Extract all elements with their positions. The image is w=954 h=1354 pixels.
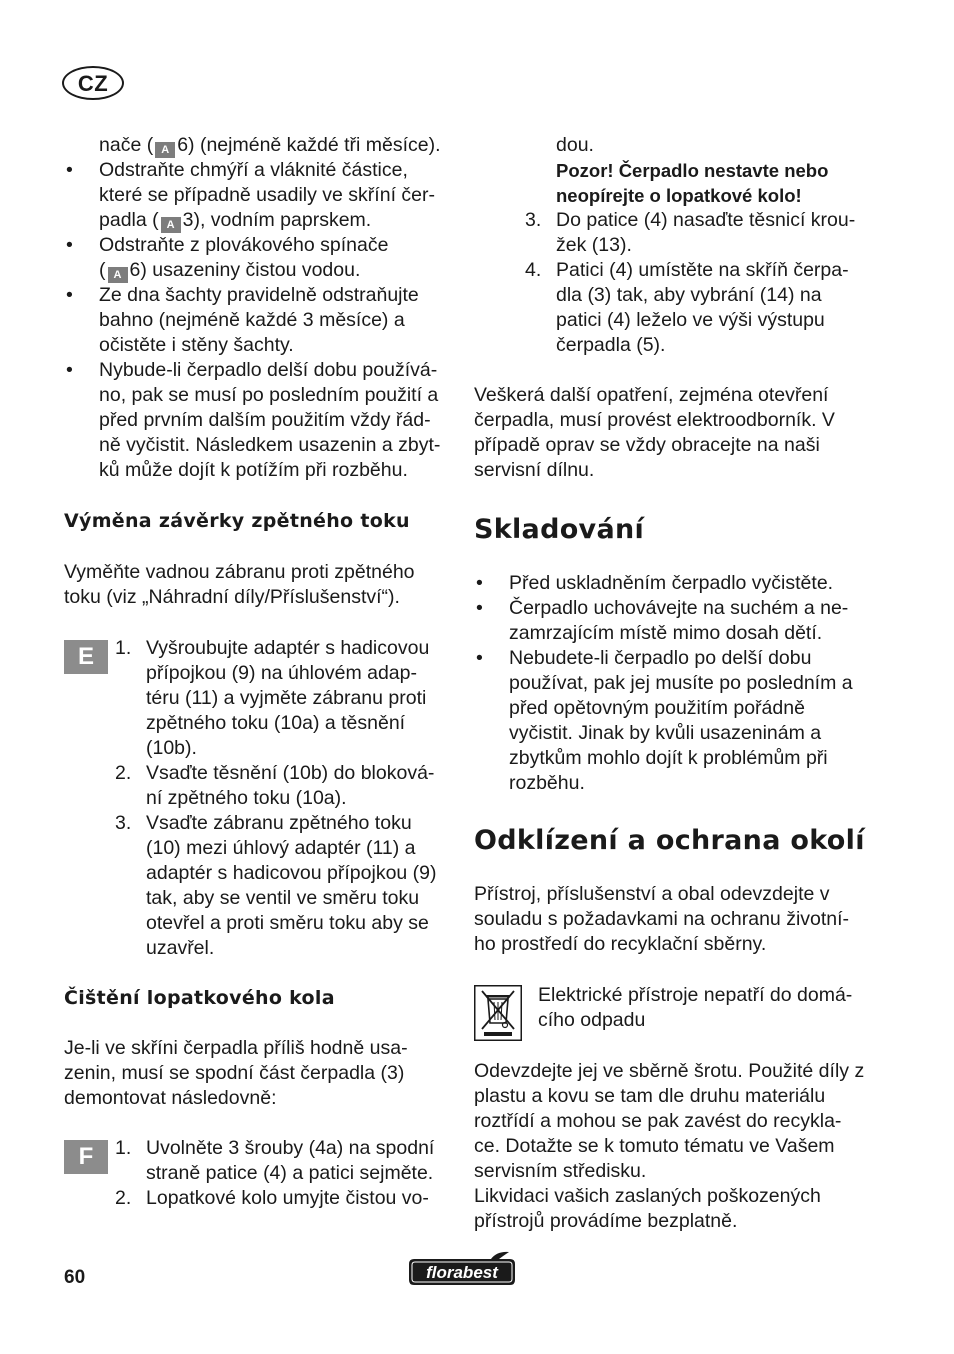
step-number: 2. — [115, 762, 132, 784]
section-title: Čištění lopatkového kola — [64, 987, 335, 1009]
step-item — [115, 1186, 448, 1211]
list-item — [64, 233, 448, 283]
figure-ref-a: A — [155, 142, 175, 158]
list-item — [64, 158, 448, 233]
continued-text: dou. — [556, 134, 594, 156]
section-title: Odklízení a ochrana okolí — [474, 825, 865, 856]
weee-notice — [474, 983, 866, 1033]
step-text: Vsaďte těsnění (10b) do bloková-ní zpětného toku (10a). — [146, 762, 435, 809]
text-fragment: ( — [99, 259, 106, 281]
steps-block-f — [64, 1136, 448, 1211]
text-fragment: Odstraňte chmýří a vláknité částice, které se případně usadily ve skříní čer- — [99, 159, 435, 206]
figure-ref-a: A — [161, 217, 181, 233]
note-text: Veškerá další opatření, zejména otevření čerpadla, musí provést elektroodborník. V případě oprav se vždy obracejte na naši servisní dílnu. — [474, 384, 835, 481]
section-text: Je-li ve skříni čerpadla příliš hodně usa-zenin, musí se spodní část čerpadla (3) demontovat následovně: — [64, 1037, 408, 1109]
maintenance-list — [64, 158, 448, 483]
step-item — [115, 761, 448, 811]
step-number: 3. — [115, 812, 132, 834]
text-fragment: 6) usazeniny čistou vodou. — [129, 259, 361, 281]
warning-text: Pozor! Čerpadlo nestavte nebo neopírejte o lopatkové kolo! — [556, 160, 829, 206]
section-text: Likvidaci vašich zaslaných poškozených přístrojů provádíme bezplatně. — [474, 1185, 821, 1232]
step-text: Vsaďte zábranu zpětného toku (10) mezi úhlový adaptér (11) a adaptér s hadicovou přípojkou (9) tak, aby se ventil ve směru toku otevřel a proti směru toku aby se uzavřel. — [146, 812, 437, 959]
step-text: Do patice (4) nasaďte těsnicí krou-žek (13). — [556, 209, 856, 256]
step-item — [115, 636, 448, 761]
steps-list — [64, 1136, 448, 1211]
step-number: 2. — [115, 1187, 132, 1209]
section-text: Přístroj, příslušenství a obal odevzdejte v souladu s požadavkami na ochranu životní-ho prostředí do recyklační sběrny. — [474, 883, 850, 955]
step-item — [115, 811, 448, 961]
list-item: • Ze dna šachty pravidelně odstraňujte bahno (nejméně každé 3 měsíce) a očistěte i stěny šachty. — [64, 283, 448, 358]
text-fragment: 6) (nejméně každé tři měsíce). — [177, 134, 441, 156]
figure-tag-e: E — [64, 640, 108, 674]
step-text: Lopatkové kolo umyjte čistou vo- — [146, 1187, 429, 1209]
text-fragment: Odstraňte z plovákového spínače — [99, 234, 389, 256]
list-item: • Nebudete-li čerpadlo po delší dobu používat, pak jej musíte po posledním a před opětovným použitím pořádně vyčistit. Jinak by kvůli usazeninám a zbytkům mohlo dojít k problémům při rozběhu. — [474, 646, 866, 796]
text-fragment: padla ( — [99, 209, 159, 231]
step-item — [115, 1136, 448, 1186]
right-column — [474, 133, 866, 1234]
list-item: • Čerpadlo uchovávejte na suchém a ne-zamrzajícím místě mimo dosah dětí. — [474, 596, 866, 646]
step-item — [525, 258, 866, 358]
list-item: • Před uskladněním čerpadlo vyčistěte. — [474, 571, 866, 596]
list-item: • Nybude-li čerpadlo delší dobu používá-no, pak se musí po posledním použití a před prvním dalším použitím vždy řád-ně vyčistit. Následkem usazenin a zbyt-ků může dojít k potížím při rozběhu. — [64, 358, 448, 483]
figure-ref-a: A — [108, 267, 128, 283]
section-title: Výměna závěrky zpětného toku — [64, 510, 410, 532]
step-number: 1. — [115, 1137, 132, 1159]
continued-text — [64, 133, 448, 158]
language-badge: CZ — [62, 66, 124, 100]
step-text: Vyšroubujte adaptér s hadicovou přípojkou (9) na úhlovém adap-téru (11) a vyjměte zábranu proti zpětného toku (10a) a těsnění (10b). — [146, 637, 430, 759]
weee-text: Elektrické přístroje nepatří do domá-cího odpadu — [538, 984, 853, 1031]
storage-list — [474, 571, 866, 796]
step-number: 1. — [115, 637, 132, 659]
steps-block-e — [64, 636, 448, 961]
steps-list — [474, 208, 866, 358]
step-text: Patici (4) umístěte na skříň čerpa-dla (3) tak, aby vybrání (14) na patici (4) leželo ve výši výstupu čerpadla (5). — [556, 259, 849, 356]
step-item — [525, 208, 866, 258]
section-text: Odevzdejte jej ve sběrně šrotu. Použité díly z plastu a kovu se tam dle druhu materiálu roztřídí a mohou se pak zavést do recykla-ce. Dotažte se k tomuto tématu ve Vašem servisním středisku. — [474, 1060, 865, 1182]
left-column — [64, 133, 448, 1211]
steps-list — [64, 636, 448, 961]
brand-logo — [405, 1250, 519, 1290]
step-text: Uvolněte 3 šrouby (4a) na spodní straně patice (4) a patici sejměte. — [146, 1137, 435, 1184]
section-title: Skladování — [474, 514, 645, 545]
text-fragment: nače ( — [99, 134, 154, 156]
page-number: 60 — [64, 1267, 86, 1288]
text-fragment: 3), vodním paprskem. — [182, 209, 372, 231]
svg-text:florabest: florabest — [426, 1263, 498, 1282]
crossed-bin-icon — [474, 985, 522, 1048]
step-number: 4. — [525, 259, 542, 281]
section-text: Vyměňte vadnou zábranu proti zpětného toku (viz „Náhradní díly/Příslušenství“). — [64, 561, 415, 608]
step-number: 3. — [525, 209, 542, 231]
figure-tag-f: F — [64, 1140, 108, 1174]
